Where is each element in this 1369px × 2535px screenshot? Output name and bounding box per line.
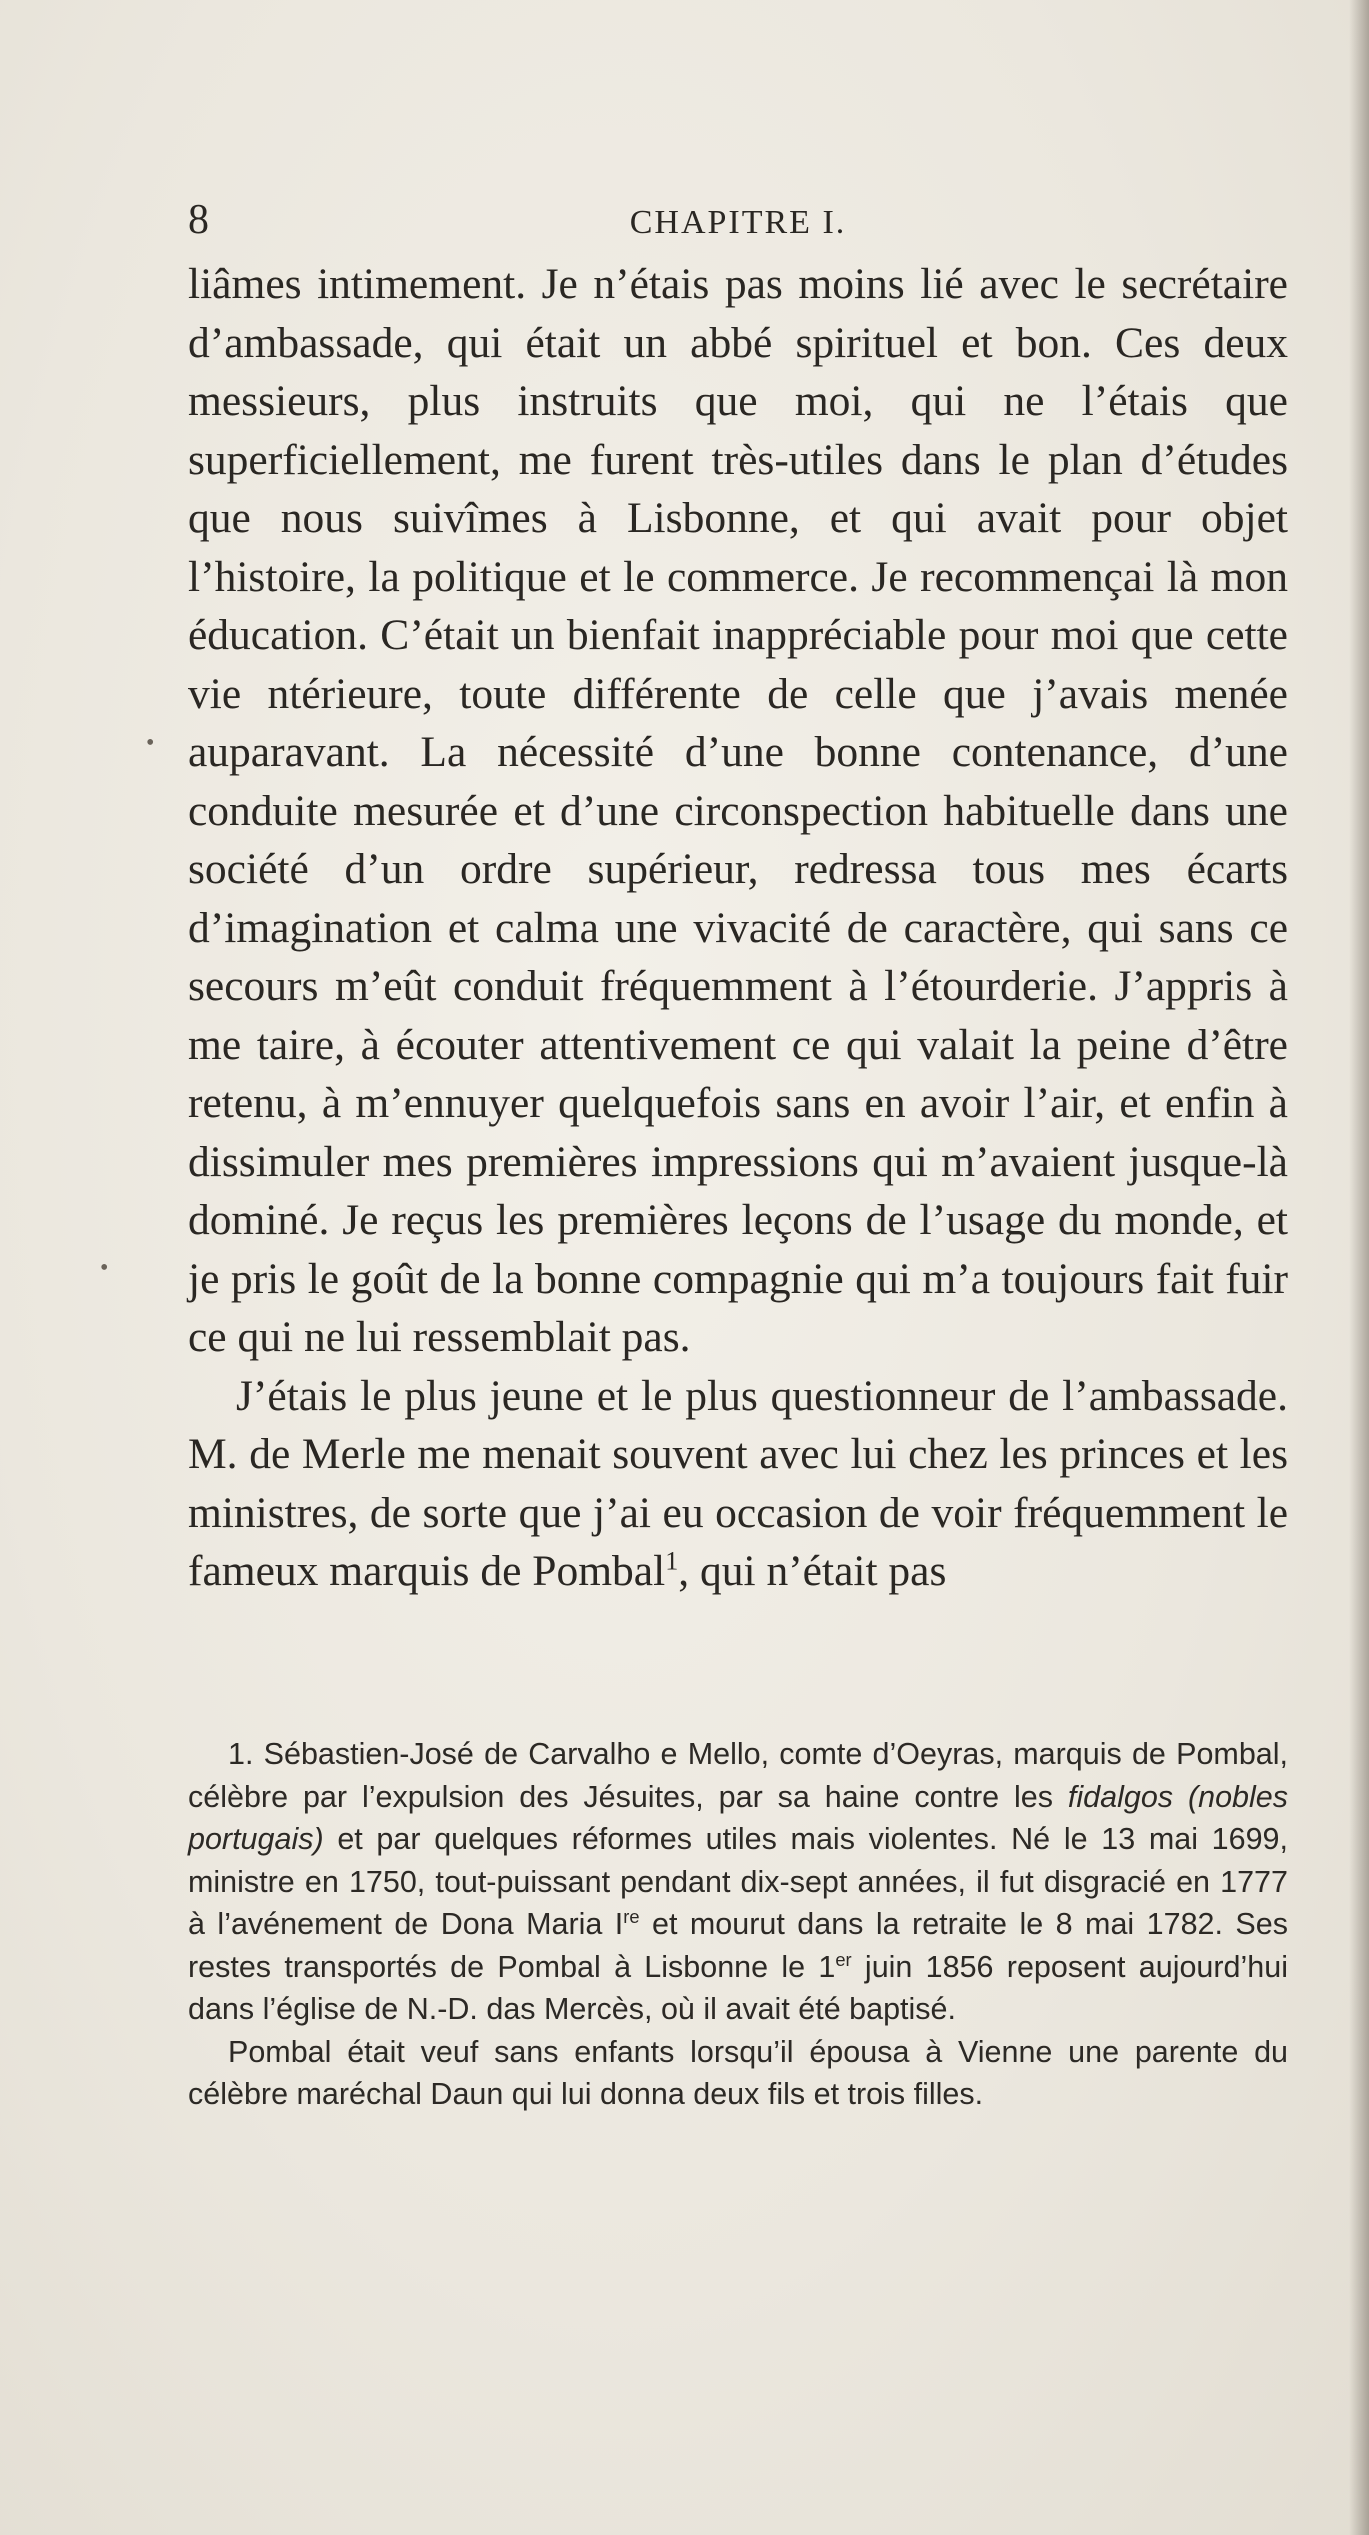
footnote-2: Pombal était veuf sans enfants lorsqu’il épousa à Vienne une parente du célèbre maréchal Daun qui lui donna deux fils et trois filles. [188, 2034, 1288, 2111]
page-edge-shadow [1349, 0, 1369, 2535]
paragraph-2 [188, 1367, 1288, 1601]
footnote-1-part-b: et par quelques réformes utiles mais violentes. Né le 13 mai 1699, ministre en 1750, tout-puissant pendant dix-sept années, il fut disgracié en 1777 à l’avénement de Dona Maria I [188, 1822, 1288, 1941]
paragraph-1: liâmes intimement. Je n’étais pas moins lié avec le secrétaire d’ambassade, qui était un abbé spirituel et bon. Ces deux messieurs, plus instruits que moi, qui ne l’étais que superficiellement, me furent très-utiles dans le plan d’études que nous suivîmes à Lisbonne, et qui avait pour objet l’histoire, la politique et le commerce. Je recommençai là mon éducation. C’était un bienfait inappréciable pour moi que cette vie ntérieure, toute différente de celle que j’avais menée auparavant. La nécessité d’une bonne contenance, d’une conduite mesurée et d’une circonspection habituelle dans une société d’un ordre supérieur, redressa tous mes écarts d’imagination et calma une vivacité de caractère, qui sans ce secours m’eût conduit fréquemment à l’étourderie. J’appris à me taire, à écouter attentivement ce qui valait la peine d’être retenu, à m’ennuyer quelquefois sans en avoir l’air, et enfin à dissimuler mes premières impressions qui m’avaient jusque-là dominé. Je reçus les premières leçons de l’usage du monde, et je pris le goût de la bonne compagnie qui m’a toujours fait fuir ce qui ne lui ressemblait pas. [188, 260, 1288, 1361]
page-header [188, 190, 1288, 250]
footnote-ref: 1 [665, 1546, 679, 1576]
footnote-1 [188, 1733, 1288, 2031]
paragraph-2-text: J’étais le plus jeune et le plus questionneur de l’ambassade. M. de Merle me menait souvent avec lui chez les princes et les ministres, de sorte que j’ai eu occasion de voir fréquemment le fameux marquis de Pombal [188, 1371, 1288, 1595]
margin-dot: • [146, 730, 155, 756]
footnote-1-sup2: er [835, 1948, 852, 1970]
footnotes [188, 1733, 1288, 2116]
page-number: 8 [188, 197, 209, 243]
footnote-1-part-a: 1. Sébastien-José de Carvalho e Mello, comte d’Oeyras, marquis de Pombal, célèbre par l’expulsion des Jésuites, par sa haine contre les [188, 1737, 1288, 1814]
footnote-1-part-c: et mourut dans la retraite le 8 mai 1782. Ses restes transportés de Pombal à Lisbonne le 1 [188, 1907, 1288, 1984]
margin-dot: • [100, 1255, 109, 1281]
main-text [188, 255, 1288, 1601]
paragraph-2-tail: , qui n’était pas [678, 1547, 947, 1595]
footnote-1-italic: fidalgos (nobles portugais) [188, 1779, 1288, 1856]
footnote-1-sup: re [623, 1905, 640, 1927]
footnote-1-part-d: juin 1856 reposent aujourd’hui dans l’église de N.-D. das Mercès, où il avait été baptisé. [188, 1949, 1288, 2026]
running-head: CHAPITRE I. [629, 204, 847, 241]
